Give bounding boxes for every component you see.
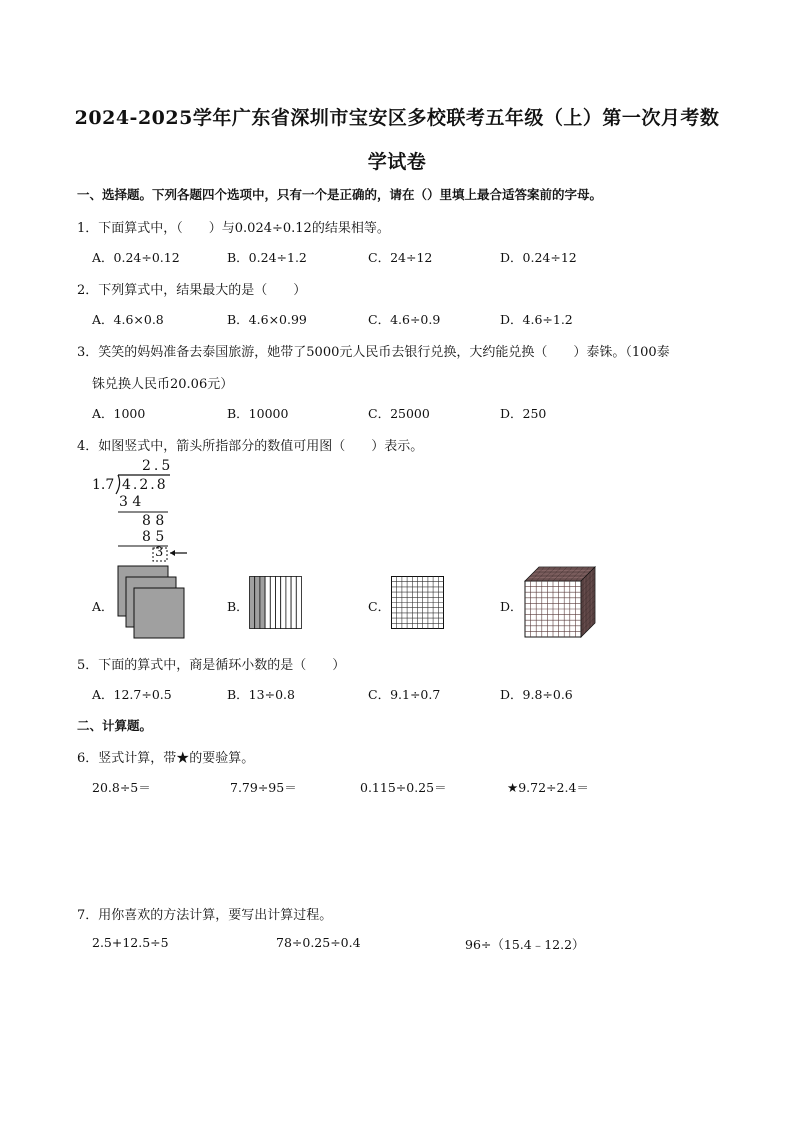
question-5-option-a: A．12.7÷0.5 [92, 687, 172, 702]
section-heading-calculation: 二、计算题。 [77, 718, 153, 733]
question-6-item-4: ★9.72÷2.4＝ [507, 780, 589, 795]
section-heading-choice: 一、选择题。下列各题四个选项中，只有一个是正确的，请在（）里填上最合适答案前的字母。 [77, 187, 603, 202]
page-title-continued: 学试卷 [367, 151, 427, 173]
question-3-option-d: D．250 [500, 406, 547, 421]
question-4-option-d: D． [500, 599, 523, 614]
question-4-option-b: B． [227, 599, 249, 614]
hundredths-grid-figure [391, 576, 451, 636]
stacked-squares-figure [117, 566, 187, 646]
question-2-option-d: D．4.6÷1.2 [500, 312, 573, 327]
question-2-option-b: B．4.6×0.99 [227, 312, 307, 327]
question-5-stem: 5．下面的算式中，商是循环小数的是（ ） [77, 658, 346, 673]
question-7-item-3: 96÷（15.4﹣12.2） [465, 937, 585, 952]
question-6-stem: 6．竖式计算，带★的要验算。 [77, 751, 255, 766]
question-6-item-2: 7.79÷95＝ [230, 780, 297, 795]
question-3-option-a: A．1000 [92, 406, 146, 421]
question-1-option-d: D．0.24÷12 [500, 250, 577, 265]
division-dividend: 4.2.8 [122, 477, 168, 493]
division-row-2: 8 8 [142, 513, 165, 529]
question-1-option-b: B．0.24÷1.2 [227, 250, 307, 265]
page-title: 2024-2025学年广东省深圳市宝安区多校联考五年级（上）第一次月考数 [74, 107, 720, 129]
question-1-option-a: A．0.24÷0.12 [92, 250, 180, 265]
division-remainder: 3 [155, 545, 164, 560]
question-2-stem: 2．下列算式中，结果最大的是（ ） [77, 283, 307, 298]
tenths-strips-figure [249, 576, 309, 636]
division-row-3: 8 5 [142, 529, 165, 545]
arrow-left-icon [167, 548, 189, 558]
question-4-option-c: C． [368, 599, 391, 614]
question-1-option-c: C．24÷12 [368, 250, 433, 265]
question-7-stem: 7．用你喜欢的方法计算，要写出计算过程。 [77, 908, 333, 923]
question-3-option-b: B．10000 [227, 406, 289, 421]
question-6-item-1: 20.8÷5＝ [92, 780, 151, 795]
question-3-stem: 3．笑笑的妈妈准备去泰国旅游，她带了5000元人民币去银行兑换，大约能兑换（ ）泰铢。（100泰 [77, 345, 670, 360]
question-2-option-a: A．4.6×0.8 [92, 312, 164, 327]
division-row-1: 3 4 [119, 494, 142, 510]
division-quotient: 2.5 [142, 458, 174, 474]
question-5-option-b: B．13÷0.8 [227, 687, 295, 702]
question-7-item-2: 78÷0.25÷0.4 [276, 935, 361, 950]
question-3-stem-continued: 铢兑换人民币20.06元） [92, 377, 234, 392]
question-6-item-3: 0.115÷0.25＝ [360, 780, 447, 795]
question-5-option-c: C．9.1÷0.7 [368, 687, 441, 702]
question-7-item-1: 2.5+12.5÷5 [92, 935, 169, 950]
question-3-option-c: C．25000 [368, 406, 430, 421]
question-5-option-d: D．9.8÷0.6 [500, 687, 573, 702]
question-4-stem: 4．如图竖式中，箭头所指部分的数值可用图（ ）表示。 [77, 439, 424, 454]
question-2-option-c: C．4.6÷0.9 [368, 312, 441, 327]
division-divisor: 1.7 [92, 477, 115, 493]
question-4-option-a: A． [92, 599, 114, 614]
question-1-stem: 1．下面算式中，（ ）与0.024÷0.12的结果相等。 [77, 221, 390, 236]
thousandths-cube-figure [523, 566, 603, 646]
